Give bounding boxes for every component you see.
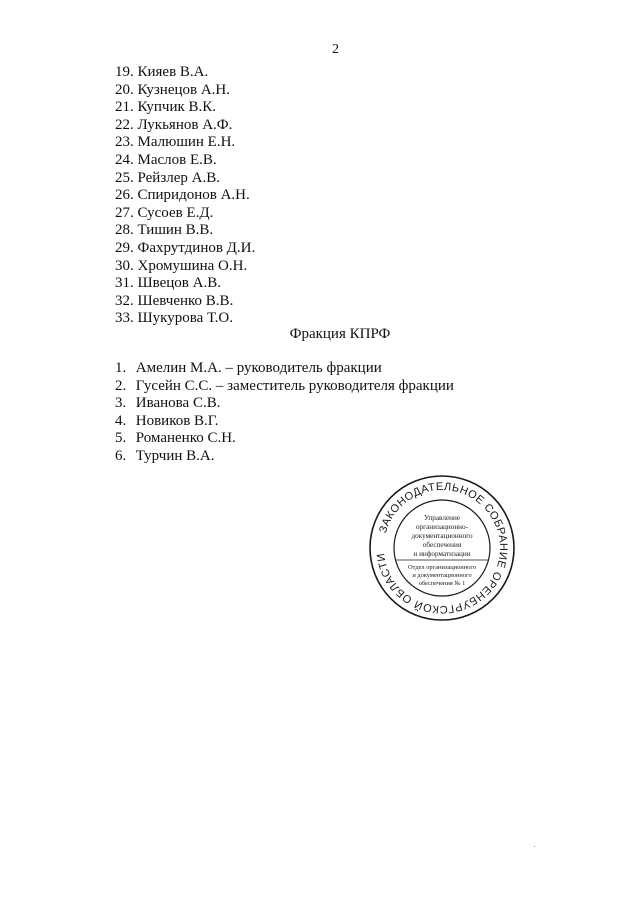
list-item <box>115 360 454 378</box>
list-item <box>115 413 454 431</box>
list-item: 33. Шукурова Т.О. <box>115 310 233 327</box>
stamp-line: организационно- <box>415 523 469 531</box>
stamp-line: Отдел организационного <box>408 564 476 571</box>
stamp-line: обеспечения <box>422 541 462 549</box>
list-item-text: Новиков В.Г. <box>135 412 219 429</box>
list-item-number: 5. <box>115 430 127 447</box>
list-item <box>115 395 454 413</box>
official-stamp <box>368 474 516 622</box>
list-item-number: 6. <box>115 447 127 464</box>
scan-speck <box>534 846 535 847</box>
list-item-text: Турчин В.А. <box>135 447 215 464</box>
page-number: 2 <box>332 42 339 57</box>
list-item <box>115 378 454 396</box>
list-item-text: Романенко С.Н. <box>135 430 236 447</box>
list-item: 28. Тишин В.В. <box>115 222 214 239</box>
list-item: 21. Купчик В.К. <box>115 99 217 116</box>
list-item: 27. Сусоев Е.Д. <box>115 204 214 221</box>
stamp-line: обеспечения № 1 <box>418 580 466 587</box>
stamp-line: документационного <box>411 532 473 540</box>
list-item: 20. Кузнецов А.Н. <box>115 81 231 98</box>
list-item: 24. Маслов Е.В. <box>115 151 217 168</box>
list-item: 30. Хромушина О.Н. <box>115 257 248 274</box>
list-item-text: Гусейн С.С. – заместитель руководителя фракции <box>135 377 454 394</box>
list-item: 19. Кияев В.А. <box>115 64 209 80</box>
list-item: 22. Лукьянов А.Ф. <box>115 116 233 133</box>
list-item: 23. Малюшин Е.Н. <box>115 134 236 151</box>
stamp-line: и документационного <box>412 572 472 579</box>
member-list-continued <box>115 64 255 328</box>
list-item: 32. Шевченко В.В. <box>115 292 234 309</box>
kprf-member-list <box>115 360 454 466</box>
list-item-text: Амелин М.А. – руководитель фракции <box>135 360 382 376</box>
stamp-line: Управление <box>423 514 461 522</box>
list-item-number: 4. <box>115 412 127 429</box>
stamp-ring-textpath: ЗАКОНОДАТЕЛЬНОЕ СОБРАНИЕ ОРЕНБУРГСКОЙ ОБЛАСТИ <box>375 480 510 616</box>
list-item <box>115 448 454 466</box>
list-item-number: 1. <box>115 360 127 376</box>
list-item-number: 2. <box>115 377 127 394</box>
list-item <box>115 430 454 448</box>
list-item: 29. Фахрутдинов Д.И. <box>115 239 256 256</box>
list-item: 25. Рейзлер А.В. <box>115 169 220 186</box>
list-item: 31. Швецов А.В. <box>115 275 221 292</box>
stamp-line: и информатизации <box>413 550 471 558</box>
section-title: Фракция КПРФ <box>289 326 391 342</box>
list-item-number: 3. <box>115 395 127 412</box>
list-item: 26. Спиридонов А.Н. <box>115 187 250 204</box>
list-item-text: Иванова С.В. <box>135 395 221 412</box>
